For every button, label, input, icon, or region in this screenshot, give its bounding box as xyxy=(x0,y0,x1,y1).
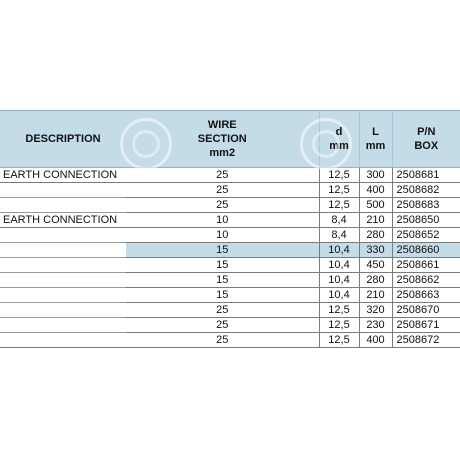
header-description-line: DESCRIPTION xyxy=(25,133,101,145)
cell-l: 400 xyxy=(359,333,392,348)
table-row xyxy=(0,273,460,288)
cell-description: EARTH CONNECTION xyxy=(0,213,126,228)
header-l xyxy=(359,111,392,168)
cell-description: EARTH CONNECTION xyxy=(0,168,126,183)
table-row xyxy=(0,183,460,198)
product-table-sheet xyxy=(0,110,460,348)
cell-description xyxy=(0,273,126,288)
cell-d: 8,4 xyxy=(319,228,359,243)
header-wire-line-2: SECTION xyxy=(197,133,247,145)
header-wire-line-1: WIRE xyxy=(207,119,237,131)
cell-pn: 2508662 xyxy=(392,273,460,288)
cell-d: 10,4 xyxy=(319,243,359,258)
cell-description xyxy=(0,318,126,333)
header-description xyxy=(0,111,126,168)
cell-description xyxy=(0,258,126,273)
table-row xyxy=(0,228,460,243)
cell-d: 8,4 xyxy=(319,213,359,228)
cell-d: 10,4 xyxy=(319,273,359,288)
cell-l: 280 xyxy=(359,273,392,288)
table-row xyxy=(0,288,460,303)
table-row xyxy=(0,333,460,348)
cell-l: 400 xyxy=(359,183,392,198)
cell-l: 330 xyxy=(359,243,392,258)
table-row xyxy=(0,318,460,333)
header-pn-line-2: BOX xyxy=(414,140,439,152)
cell-description xyxy=(0,333,126,348)
table-row xyxy=(0,303,460,318)
header-l-line-1: L xyxy=(372,126,379,138)
cell-l: 210 xyxy=(359,288,392,303)
header-d xyxy=(319,111,359,168)
cell-wire-section: 15 xyxy=(126,243,319,258)
cell-pn: 2508663 xyxy=(392,288,460,303)
cell-wire-section: 10 xyxy=(126,213,319,228)
cell-pn: 2508681 xyxy=(392,168,460,183)
cell-wire-section: 15 xyxy=(126,273,319,288)
cell-description xyxy=(0,183,126,198)
cell-pn: 2508672 xyxy=(392,333,460,348)
cell-wire-section: 25 xyxy=(126,198,319,213)
table-body xyxy=(0,168,460,348)
cell-d: 12,5 xyxy=(319,318,359,333)
cell-pn: 2508661 xyxy=(392,258,460,273)
cell-l: 210 xyxy=(359,213,392,228)
cell-d: 12,5 xyxy=(319,183,359,198)
cell-wire-section: 25 xyxy=(126,318,319,333)
cell-description xyxy=(0,228,126,243)
cell-pn: 2508683 xyxy=(392,198,460,213)
cell-d: 10,4 xyxy=(319,258,359,273)
cell-wire-section: 25 xyxy=(126,333,319,348)
cell-pn: 2508671 xyxy=(392,318,460,333)
cell-wire-section: 25 xyxy=(126,168,319,183)
cell-wire-section: 25 xyxy=(126,183,319,198)
table-row xyxy=(0,168,460,183)
cell-wire-section: 10 xyxy=(126,228,319,243)
cell-description xyxy=(0,288,126,303)
cell-d: 12,5 xyxy=(319,333,359,348)
cell-d: 10,4 xyxy=(319,288,359,303)
table-row xyxy=(0,258,460,273)
cell-description xyxy=(0,303,126,318)
cell-wire-section: 15 xyxy=(126,288,319,303)
product-table xyxy=(0,110,460,348)
cell-d: 12,5 xyxy=(319,303,359,318)
cell-description xyxy=(0,243,126,258)
header-l-line-2: mm xyxy=(365,140,386,152)
header-d-line-1: d xyxy=(335,126,343,138)
table-row xyxy=(0,213,460,228)
cell-d: 12,5 xyxy=(319,168,359,183)
header-d-line-2: mm xyxy=(329,140,349,152)
cell-wire-section: 15 xyxy=(126,258,319,273)
cell-pn: 2508650 xyxy=(392,213,460,228)
cell-l: 300 xyxy=(359,168,392,183)
cell-l: 500 xyxy=(359,198,392,213)
cell-pn: 2508652 xyxy=(392,228,460,243)
header-pn xyxy=(392,111,460,168)
table-row xyxy=(0,243,460,258)
header-pn-line-1: P/N xyxy=(417,126,436,138)
cell-l: 280 xyxy=(359,228,392,243)
header-wire-line-3: mm2 xyxy=(209,147,236,159)
cell-l: 230 xyxy=(359,318,392,333)
cell-d: 12,5 xyxy=(319,198,359,213)
cell-wire-section: 25 xyxy=(126,303,319,318)
cell-pn: 2508682 xyxy=(392,183,460,198)
header-wire-section xyxy=(126,111,319,168)
cell-l: 320 xyxy=(359,303,392,318)
table-row xyxy=(0,198,460,213)
cell-pn: 2508670 xyxy=(392,303,460,318)
cell-description xyxy=(0,198,126,213)
cell-l: 450 xyxy=(359,258,392,273)
table-header xyxy=(0,111,460,168)
cell-pn: 2508660 xyxy=(392,243,460,258)
